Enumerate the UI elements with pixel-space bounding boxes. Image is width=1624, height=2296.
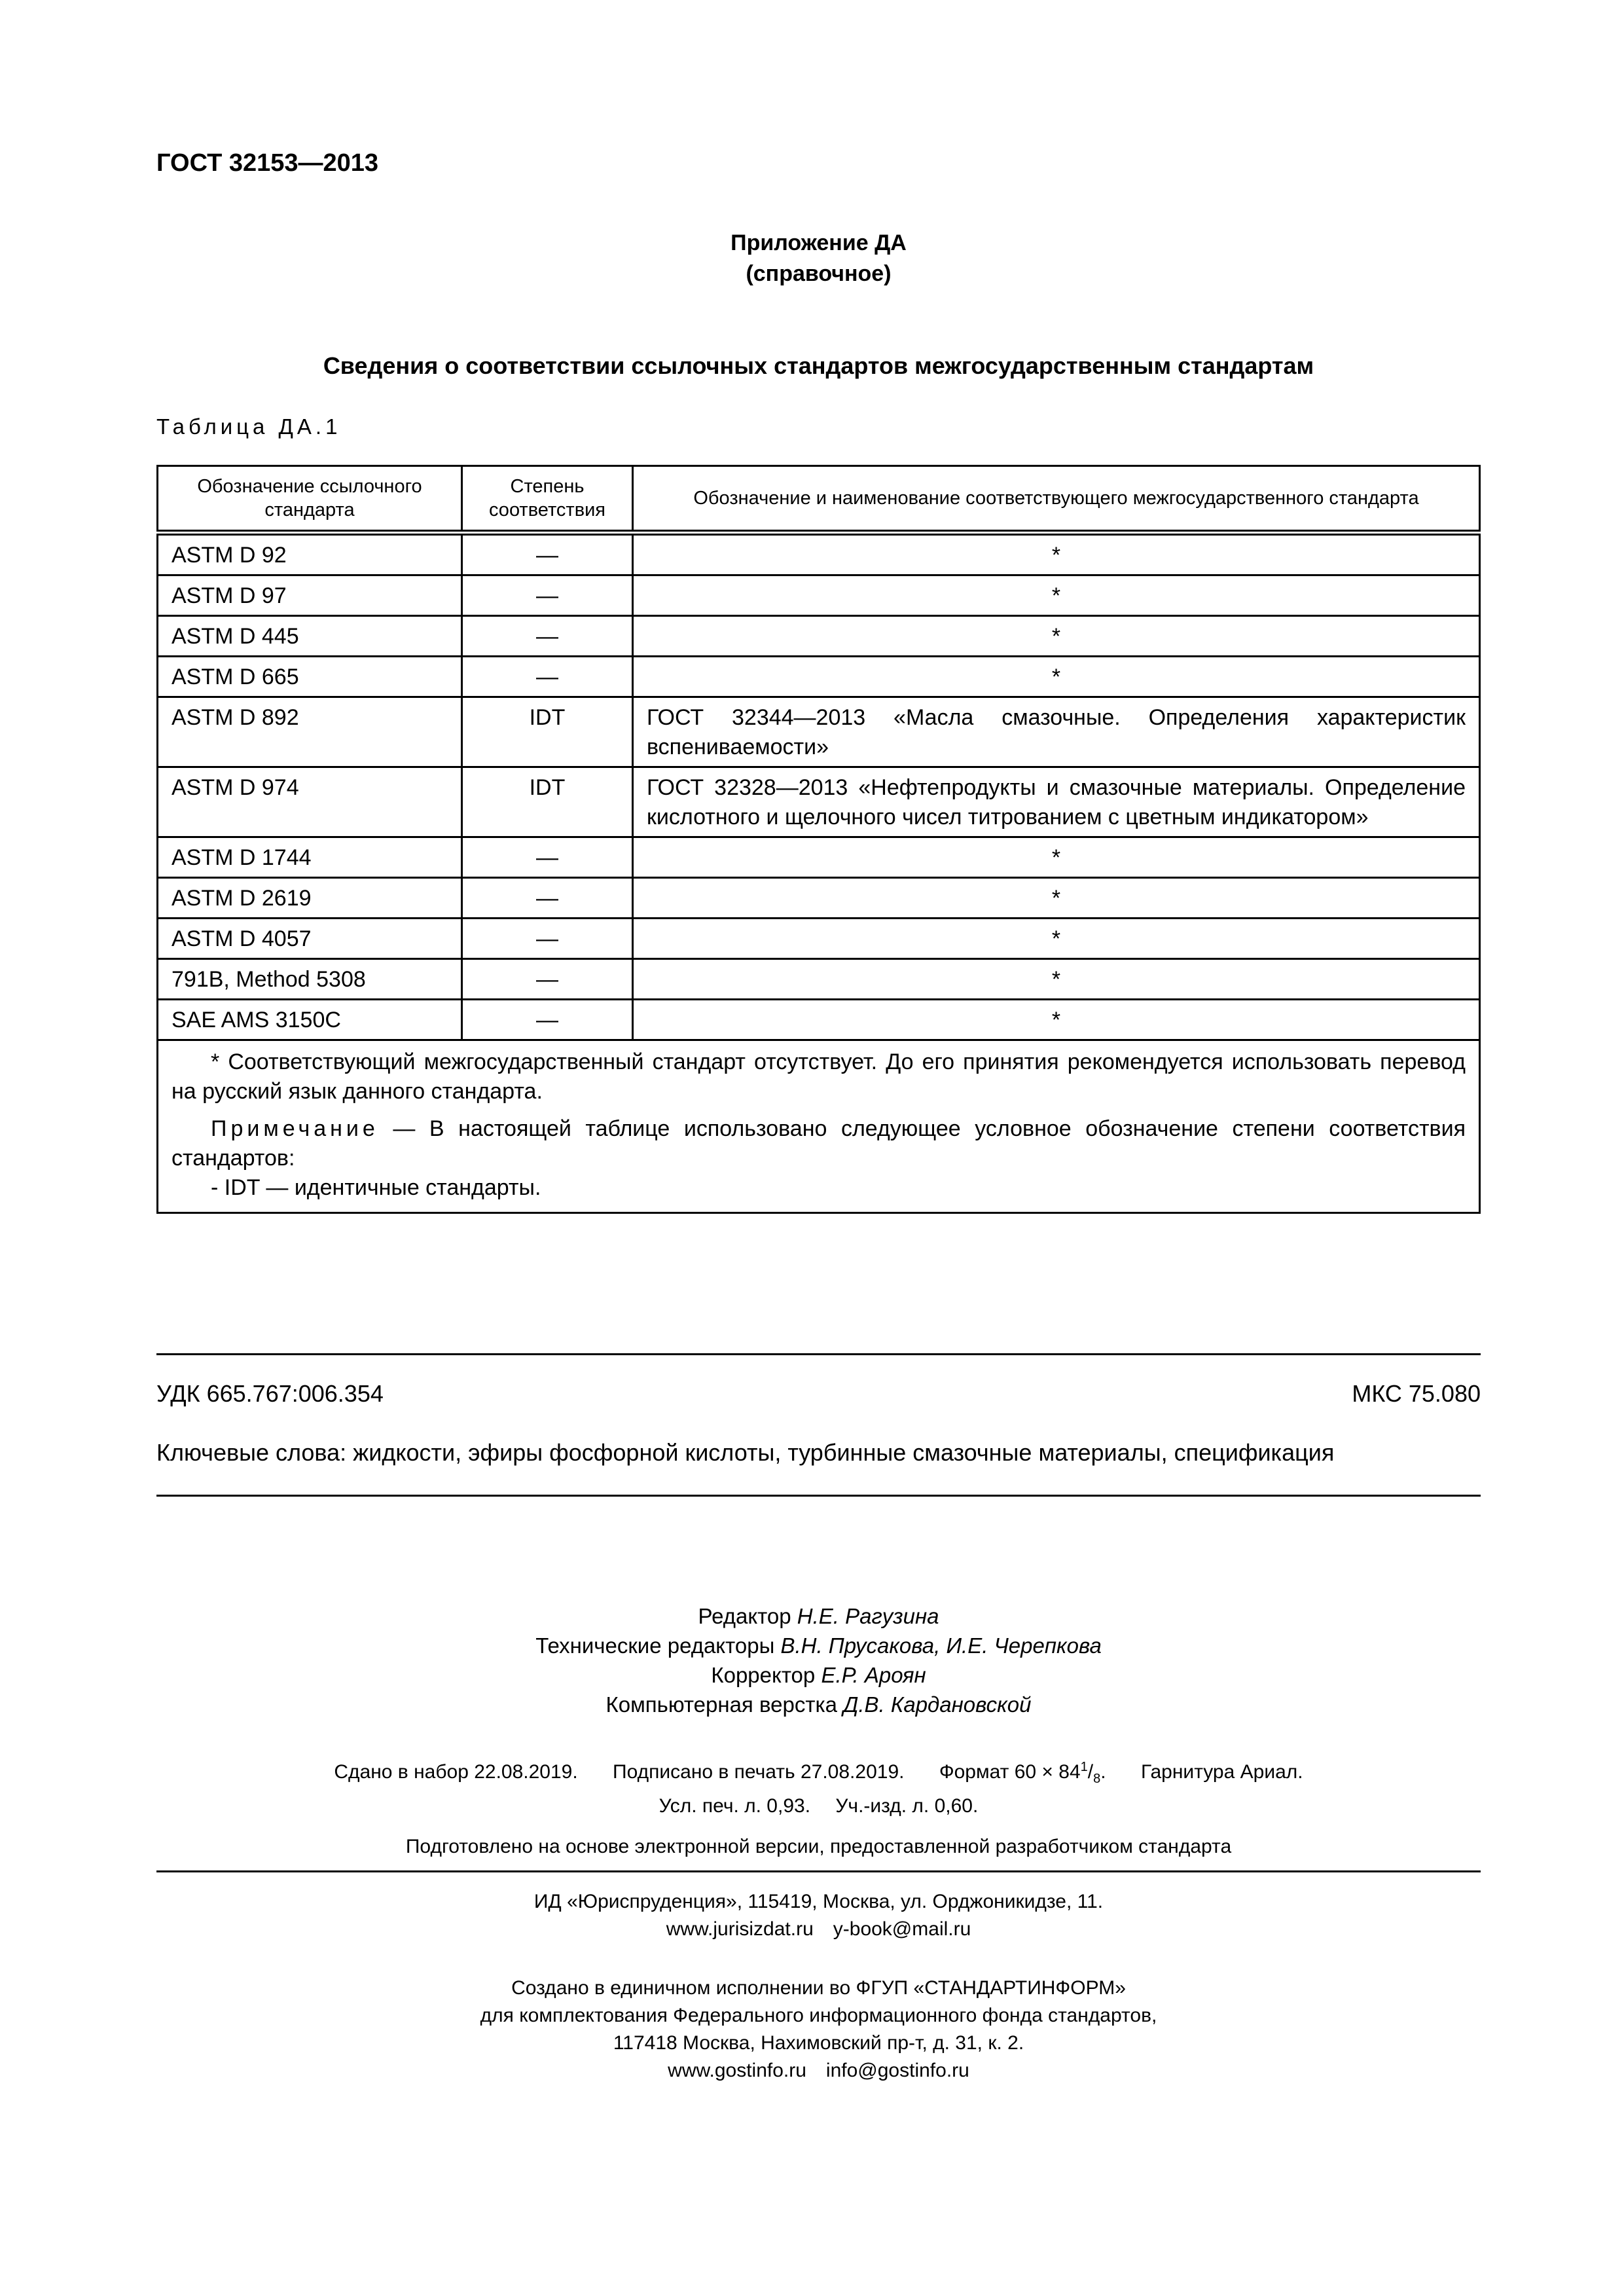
cell-interstate-standard: * xyxy=(633,575,1480,616)
header-interstate-standard: Обозначение и наименование соответствующего межгосударственного стандарта xyxy=(633,466,1480,533)
cell-degree: IDT xyxy=(462,697,633,767)
table-notes-row xyxy=(158,1040,1480,1213)
table-row xyxy=(158,878,1480,919)
note xyxy=(171,1114,1466,1173)
creator-address: 117418 Москва, Нахимовский пр-т, д. 31, к. 2. xyxy=(613,2032,1024,2054)
pub-sheets: Уч.-изд. л. 0,60. xyxy=(835,1795,979,1817)
cell-ref-standard: 791B, Method 5308 xyxy=(158,959,462,1000)
cell-ref-standard: ASTM D 892 xyxy=(158,697,462,767)
cell-ref-standard: ASTM D 97 xyxy=(158,575,462,616)
creator-line: Создано в единичном исполнении во ФГУП «СТАНДАРТИНФОРМ» xyxy=(511,1977,1126,1999)
cell-degree: — xyxy=(462,959,633,1000)
section-title: Сведения о соответствии ссылочных стандартов межгосударственным стандартам xyxy=(323,352,1314,379)
cell-degree: — xyxy=(462,919,633,959)
cell-ref-standard: SAE AMS 3150C xyxy=(158,1000,462,1040)
cell-interstate-standard: ГОСТ 32344—2013 «Масла смазочные. Определения характеристик вспениваемости» xyxy=(633,697,1480,767)
prepared-note: Подготовлено на основе электронной версии, предоставленной разработчиком стандарта xyxy=(405,1836,1232,1857)
label: Компьютерная верстка xyxy=(605,1692,844,1717)
cell-interstate-standard: * xyxy=(633,533,1480,575)
layout-line xyxy=(156,1690,1481,1719)
editor-name: Н.Е. Рагузина xyxy=(797,1604,939,1628)
table-row xyxy=(158,837,1480,878)
editor-line xyxy=(156,1601,1481,1631)
layout-name: Д.В. Кардановской xyxy=(843,1692,1032,1717)
table-row xyxy=(158,1000,1480,1040)
udk-code: УДК 665.767:006.354 xyxy=(156,1380,384,1407)
typeface: Гарнитура Ариал. xyxy=(1140,1761,1303,1783)
cell-degree: — xyxy=(462,533,633,575)
creator-block xyxy=(156,1975,1481,2085)
appendix-title: Приложение ДА xyxy=(731,230,907,255)
table-row xyxy=(158,959,1480,1000)
gostinfo-site-link[interactable]: www.gostinfo.ru xyxy=(668,2060,806,2081)
cell-degree: — xyxy=(462,616,633,657)
corrector-line xyxy=(156,1660,1481,1690)
appendix-type: (справочное) xyxy=(746,261,892,286)
label: Редактор xyxy=(698,1604,797,1628)
print-sheets: Усл. печ. л. 0,93. xyxy=(659,1795,811,1817)
cell-ref-standard: ASTM D 92 xyxy=(158,533,462,575)
publisher-email-link[interactable]: y-book@mail.ru xyxy=(833,1918,971,1940)
document-number: ГОСТ 32153—2013 xyxy=(156,149,379,177)
corrector-name: Е.Р. Ароян xyxy=(821,1663,926,1687)
table-row xyxy=(158,697,1480,767)
publisher-address: ИД «Юриспруденция», 115419, Москва, ул. Орджоникидзе, 11. xyxy=(533,1891,1104,1912)
note-text: — В настоящей таблице использовано следующее условное обозначение степени соответствия стандартов: xyxy=(171,1116,1466,1171)
label: Корректор xyxy=(711,1663,821,1687)
sent-date: Сдано в набор 22.08.2019. xyxy=(334,1761,578,1783)
footnote: * Соответствующий межгосударственный стандарт отсутствует. До его принятия рекомендуется использовать перевод на русский язык данного стандарта. xyxy=(171,1049,1466,1104)
cell-ref-standard: ASTM D 665 xyxy=(158,657,462,697)
standards-table xyxy=(156,465,1481,1214)
cell-interstate-standard: * xyxy=(633,837,1480,878)
table-row xyxy=(158,533,1480,575)
cell-interstate-standard: * xyxy=(633,657,1480,697)
table-row xyxy=(158,919,1480,959)
cell-interstate-standard: * xyxy=(633,878,1480,919)
cell-degree: IDT xyxy=(462,767,633,837)
divider xyxy=(156,1495,1481,1497)
signed-date: Подписано в печать 27.08.2019. xyxy=(613,1761,905,1783)
cell-interstate-standard: * xyxy=(633,1000,1480,1040)
cell-degree: — xyxy=(462,878,633,919)
cell-ref-standard: ASTM D 445 xyxy=(158,616,462,657)
table-header-row xyxy=(158,466,1480,533)
label: Технические редакторы xyxy=(535,1633,781,1658)
print-details xyxy=(156,1753,1481,1861)
keywords: Ключевые слова: жидкости, эфиры фосфорной кислоты, турбинные смазочные материалы, спецификация xyxy=(156,1439,1335,1466)
cell-degree: — xyxy=(462,657,633,697)
cell-ref-standard: ASTM D 4057 xyxy=(158,919,462,959)
note-label: Примечание xyxy=(211,1116,379,1141)
tech-editors-line xyxy=(156,1631,1481,1660)
creator-line: для комплектования Федерального информационного фонда стандартов, xyxy=(480,2005,1157,2026)
cell-degree: — xyxy=(462,1000,633,1040)
divider xyxy=(156,1353,1481,1355)
cell-ref-standard: ASTM D 1744 xyxy=(158,837,462,878)
cell-interstate-standard: * xyxy=(633,919,1480,959)
header-degree: Степень соответствия xyxy=(462,466,633,533)
cell-degree: — xyxy=(462,837,633,878)
cell-interstate-standard: * xyxy=(633,959,1480,1000)
tech-editor-names: В.Н. Прусакова, И.Е. Черепкова xyxy=(780,1633,1102,1658)
table-caption: Таблица ДА.1 xyxy=(156,414,342,439)
table-row xyxy=(158,575,1480,616)
divider xyxy=(156,1870,1481,1872)
publisher-block xyxy=(156,1888,1481,1943)
editors-block xyxy=(156,1601,1481,1719)
table-row xyxy=(158,767,1480,837)
publisher-site-link[interactable]: www.jurisizdat.ru xyxy=(666,1918,814,1940)
cell-ref-standard: ASTM D 2619 xyxy=(158,878,462,919)
table-row xyxy=(158,616,1480,657)
cell-ref-standard: ASTM D 974 xyxy=(158,767,462,837)
gostinfo-email-link[interactable]: info@gostinfo.ru xyxy=(825,2060,969,2081)
mks-code: МКС 75.080 xyxy=(1352,1380,1481,1407)
cell-interstate-standard: * xyxy=(633,616,1480,657)
cell-degree: — xyxy=(462,575,633,616)
format: Формат $60 \times 84^1/_8$. xyxy=(939,1760,1106,1786)
header-ref-standard: Обозначение ссылочного стандарта xyxy=(158,466,462,533)
cell-interstate-standard: ГОСТ 32328—2013 «Нефтепродукты и смазочные материалы. Определение кислотного и щелочного чисел титрованием с цветным индикатором» xyxy=(633,767,1480,837)
table-row xyxy=(158,657,1480,697)
note-item: - IDT — идентичные стандарты. xyxy=(211,1175,541,1200)
appendix-heading xyxy=(156,228,1481,289)
